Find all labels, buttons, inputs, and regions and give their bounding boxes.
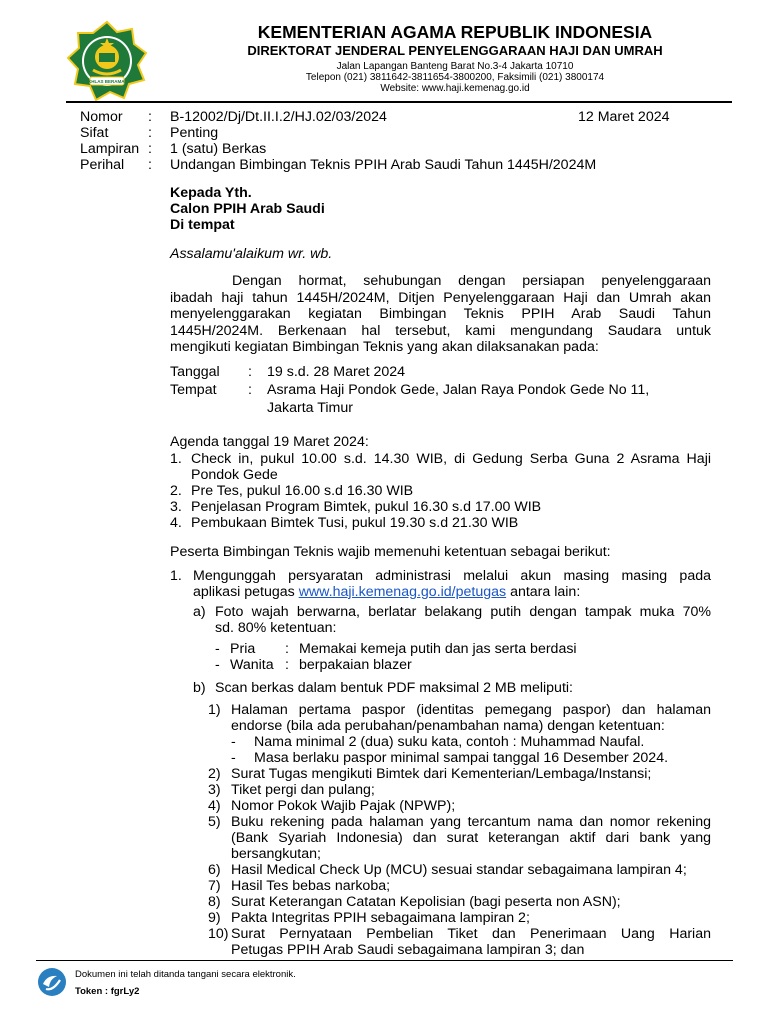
document-item: Tiket pergi dan pulang; xyxy=(231,782,375,798)
pria-dash: - xyxy=(215,641,220,657)
requirement-text: Mengunggah persyaratan administrasi melalui akun masing masing pada xyxy=(193,568,711,584)
sub-item-letter: a) xyxy=(193,604,206,620)
document-item: Nomor Pokok Wajib Pajak (NPWP); xyxy=(231,798,456,814)
lampiran-value: 1 (satu) Berkas xyxy=(170,141,267,157)
pria-text: Memakai kemeja putih dan jas serta berdasi xyxy=(299,641,577,657)
agenda-item: Check in, pukul 10.00 s.d. 14.30 WIB, di Gedung Serba Guna 2 Asrama Haji xyxy=(191,451,711,467)
letterhead-website: Website: www.haji.kemenag.go.id xyxy=(380,83,530,94)
document-item: Surat Keterangan Catatan Kepolisian (bagi peserta non ASN); xyxy=(231,894,621,910)
agenda-item: Penjelasan Program Bimtek, pukul 16.30 s.d 17.00 WIB xyxy=(191,499,542,515)
document-item: Hasil Medical Check Up (MCU) sesuai standar sebagaimana lampiran 4; xyxy=(231,862,687,878)
document-item: Buku rekening pada halaman yang tercantum nama dan nomor rekening xyxy=(231,814,711,830)
passport-dash: - xyxy=(231,734,236,750)
requirement-text-cont xyxy=(193,584,580,601)
document-date: 12 Maret 2024 xyxy=(578,109,670,125)
document-item: Surat Pernyataan Pembelian Tiket dan Penerimaan Uang Harian xyxy=(231,926,711,942)
perihal-label: Perihal xyxy=(80,157,125,173)
sub-item-letter: b) xyxy=(193,680,206,696)
document-number: 6) xyxy=(208,862,221,878)
kemenag-logo xyxy=(66,20,148,102)
bsre-signature-icon xyxy=(37,967,67,997)
passport-rule: Nama minimal 2 (dua) suku kata, contoh : Muhammad Naufal. xyxy=(254,734,645,750)
nomor-value: B-12002/Dj/Dt.II.I.2/HJ.02/03/2024 xyxy=(170,109,387,125)
document-number: 10) xyxy=(208,926,229,942)
document-number: 8) xyxy=(208,894,221,910)
directorate-title: DIREKTORAT JENDERAL PENYELENGGARAAN HAJI DAN UMRAH xyxy=(247,43,663,58)
intro-line: 1445H/2024M. Berkenaan hal tersebut, kami mengundang Saudara untuk xyxy=(170,322,711,339)
ministry-title: KEMENTERIAN AGAMA REPUBLIK INDONESIA xyxy=(257,22,653,42)
sifat-value: Penting xyxy=(170,125,219,141)
pria-colon: : xyxy=(285,641,289,657)
requirement-text-post: antara lain: xyxy=(506,584,581,600)
tempat-label: Tempat xyxy=(170,382,217,398)
document-number: 9) xyxy=(208,910,221,926)
agenda-item-cont: Pondok Gede xyxy=(191,467,278,483)
nomor-colon: : xyxy=(148,109,152,125)
document-item: Hasil Tes bebas narkoba; xyxy=(231,878,391,894)
footer-divider xyxy=(36,960,733,961)
lampiran-label: Lampiran xyxy=(80,141,140,157)
sifat-colon: : xyxy=(148,125,152,141)
document-item-cont: (Bank Syariah Indonesia) dan surat keterangan aktif dari bank yang xyxy=(231,830,711,846)
agenda-item: Pembukaan Bimtek Tusi, pukul 19.30 s.d 21.30 WIB xyxy=(191,515,519,531)
document-number: 5) xyxy=(208,814,221,830)
wanita-colon: : xyxy=(285,657,289,673)
tanggal-colon: : xyxy=(248,364,252,380)
intro-line: mengikuti kegiatan Bimbingan Teknis yang akan dilaksanakan pada: xyxy=(170,339,599,355)
agenda-list xyxy=(170,451,711,531)
intro-paragraph xyxy=(170,273,711,356)
requirements-list xyxy=(170,568,711,958)
passport-rule: Masa berlaku paspor minimal sampai tanggal 16 Desember 2024. xyxy=(254,750,669,766)
perihal-value: Undangan Bimbingan Teknis PPIH Arab Saudi Tahun 1445H/2024M xyxy=(170,157,597,173)
document-number: 3) xyxy=(208,782,221,798)
letterhead-address: Jalan Lapangan Banteng Barat No.3-4 Jakarta 10710 xyxy=(336,61,574,72)
agenda-number: 3. xyxy=(170,499,182,515)
meta-nomor xyxy=(80,109,580,125)
agenda-item: Pre Tes, pukul 16.00 s.d 16.30 WIB xyxy=(191,483,414,499)
document-number: 4) xyxy=(208,798,221,814)
document-number: 1) xyxy=(208,702,221,718)
intro-line: menyelenggarakan kegiatan Bimbingan Teknis PPIH Arab Saudi Tahun xyxy=(170,306,711,322)
e-signature-note: Dokumen ini telah ditanda tangani secara elektronik. xyxy=(75,969,296,980)
intro-line: ibadah haji tahun 1445H/2024M, Ditjen Penyelenggaraan Haji dan Umrah akan xyxy=(170,289,711,306)
document-item: Halaman pertama paspor (identitas pemegang paspor) dan halaman xyxy=(231,702,711,718)
agenda-number: 4. xyxy=(170,515,182,531)
wanita-text: berpakaian blazer xyxy=(299,657,412,673)
document-item: Pakta Integritas PPIH sebagaimana lampiran 2; xyxy=(231,910,530,926)
nomor-label: Nomor xyxy=(80,109,123,125)
wanita-dash: - xyxy=(215,657,220,673)
agenda-heading: Agenda tanggal 19 Maret 2024: xyxy=(170,434,369,450)
recipient-line-3: Di tempat xyxy=(170,217,235,233)
letterhead-phone: Telepon (021) 3811642-3811654-3800200, Faksimili (021) 3800174 xyxy=(305,72,605,83)
petugas-portal-link[interactable]: www.haji.kemenag.go.id/petugas xyxy=(298,584,507,600)
photo-requirement: Foto wajah berwarna, berlatar belakang putih dengan tampak muka 70% xyxy=(215,604,711,620)
meta-lampiran xyxy=(80,141,580,157)
document-item: Surat Tugas mengikuti Bimtek dari Kementerian/Lembaga/Instansi; xyxy=(231,766,652,782)
intro-line: Dengan hormat, sehubungan dengan persiapan penyelenggaraan xyxy=(232,273,711,289)
letterhead-divider xyxy=(66,101,732,103)
recipient-line-1: Kepada Yth. xyxy=(170,185,252,201)
perihal-colon: : xyxy=(148,157,152,173)
requirement-number: 1. xyxy=(170,568,182,584)
tempat-colon: : xyxy=(248,382,252,398)
lampiran-colon: : xyxy=(148,141,152,157)
tempat-value-line-1: Asrama Haji Pondok Gede, Jalan Raya Pondok Gede No 11, xyxy=(267,382,650,398)
meta-sifat xyxy=(80,125,580,141)
meta-perihal xyxy=(80,157,700,173)
scan-requirement: Scan berkas dalam bentuk PDF maksimal 2 MB meliputi: xyxy=(215,680,573,696)
sifat-label: Sifat xyxy=(80,125,109,141)
recipient-line-2: Calon PPIH Arab Saudi xyxy=(170,201,325,217)
document-number: 7) xyxy=(208,878,221,894)
tempat-value-line-2: Jakarta Timur xyxy=(267,400,353,416)
greeting: Assalamu'alaikum wr. wb. xyxy=(170,246,333,262)
requirements-heading: Peserta Bimbingan Teknis wajib memenuhi ketentuan sebagai berikut: xyxy=(170,544,611,560)
tanggal-label: Tanggal xyxy=(170,364,220,380)
agenda-number: 1. xyxy=(170,451,182,467)
pria-label: Pria xyxy=(230,641,256,657)
document-item-cont: Petugas PPIH Arab Saudi sebagaimana lampiran 3; dan xyxy=(231,942,585,958)
photo-requirement-cont: sd. 80% ketentuan: xyxy=(215,620,337,636)
document-item-cont: endorse (bila ada perubahan/penambahan nama) dengan ketentuan: xyxy=(231,718,665,734)
tanggal-value: 19 s.d. 28 Maret 2024 xyxy=(267,364,406,380)
verification-token: Token : fgrLy2 xyxy=(75,986,140,997)
logo-motto: IKHLAS BERAMAL xyxy=(86,79,128,84)
requirement-text-pre: aplikasi petugas xyxy=(193,584,299,600)
wanita-label: Wanita xyxy=(230,657,274,673)
agenda-number: 2. xyxy=(170,483,182,499)
document-item-cont: bersangkutan; xyxy=(231,846,321,862)
document-number: 2) xyxy=(208,766,221,782)
passport-dash: - xyxy=(231,750,236,766)
